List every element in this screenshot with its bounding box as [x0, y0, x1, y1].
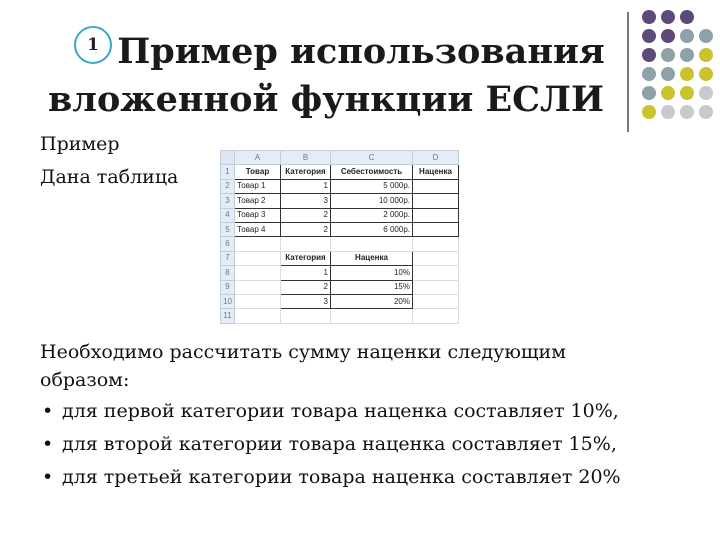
header-cell: Товар [235, 165, 281, 179]
empty-cell [235, 294, 281, 308]
empty-cell [413, 280, 459, 294]
rate-category-cell: 3 [281, 294, 331, 308]
rate-category-cell: 2 [281, 280, 331, 294]
title-line-2: вложенной функции ЕСЛИ [47, 79, 605, 120]
empty-cell [413, 237, 459, 251]
decorative-dots [638, 6, 718, 136]
product-name-cell: Товар 4 [235, 222, 281, 236]
dot [699, 105, 713, 119]
row-number: 8 [221, 266, 235, 280]
task-line-1: Необходимо рассчитать сумму наценки следующим [40, 341, 566, 363]
dot [680, 10, 694, 24]
markup-rules-list [40, 397, 700, 491]
column-header: A [235, 151, 281, 165]
row-number: 2 [221, 179, 235, 193]
dot [661, 86, 675, 100]
dot [642, 48, 656, 62]
list-item: • для третьей категории товара наценка составляет 20% [40, 463, 700, 491]
list-item: • для первой категории товара наценка составляет 10%, [40, 397, 700, 425]
rate-category-cell: 1 [281, 266, 331, 280]
rate-header-cell: Наценка [331, 251, 413, 265]
dot [642, 29, 656, 43]
empty-cell [413, 251, 459, 265]
dot [661, 10, 675, 24]
slide-number: 1 [87, 35, 99, 55]
slide-title [30, 28, 622, 124]
dot [680, 105, 694, 119]
category-cell: 2 [281, 208, 331, 222]
task-line-2: образом: [40, 369, 130, 391]
row-number: 1 [221, 165, 235, 179]
vertical-divider [627, 12, 629, 132]
dot [661, 48, 675, 62]
row-number: 3 [221, 194, 235, 208]
empty-cell [235, 280, 281, 294]
markup-cell [413, 194, 459, 208]
product-name-cell: Товар 2 [235, 194, 281, 208]
row-number: 9 [221, 280, 235, 294]
title-line-1: Пример использования [117, 31, 605, 72]
header-cell: Себестоимость [331, 165, 413, 179]
rate-markup-cell: 20% [331, 294, 413, 308]
empty-cell [281, 309, 331, 323]
example-label: Пример [40, 133, 120, 155]
empty-cell [281, 237, 331, 251]
empty-cell [331, 309, 413, 323]
cost-cell: 10 000р. [331, 194, 413, 208]
dot [642, 105, 656, 119]
dot [661, 67, 675, 81]
dot [699, 86, 713, 100]
empty-cell [331, 237, 413, 251]
empty-cell [413, 266, 459, 280]
markup-cell [413, 179, 459, 193]
task-description [40, 338, 700, 491]
empty-cell [235, 251, 281, 265]
rate-header-cell: Категория [281, 251, 331, 265]
product-name-cell: Товар 3 [235, 208, 281, 222]
markup-cell [413, 222, 459, 236]
dot [642, 10, 656, 24]
empty-cell [235, 266, 281, 280]
given-label: Дана таблица [40, 166, 179, 188]
row-number: 10 [221, 294, 235, 308]
row-number: 7 [221, 251, 235, 265]
product-name-cell: Товар 1 [235, 179, 281, 193]
dot [680, 67, 694, 81]
row-number: 6 [221, 237, 235, 251]
empty-cell [413, 294, 459, 308]
rate-markup-cell: 15% [331, 280, 413, 294]
dot [642, 86, 656, 100]
dot [699, 67, 713, 81]
row-number: 11 [221, 309, 235, 323]
empty-cell [235, 309, 281, 323]
list-item: • для второй категории товара наценка составляет 15%, [40, 430, 700, 458]
spreadsheet-image [220, 150, 478, 330]
empty-cell [413, 309, 459, 323]
header-cell: Категория [281, 165, 331, 179]
markup-cell [413, 208, 459, 222]
column-header: B [281, 151, 331, 165]
dot [680, 29, 694, 43]
column-header: C [331, 151, 413, 165]
empty-cell [235, 237, 281, 251]
dot [680, 86, 694, 100]
category-cell: 1 [281, 179, 331, 193]
cost-cell: 5 000р. [331, 179, 413, 193]
spreadsheet-table [220, 150, 459, 324]
rate-markup-cell: 10% [331, 266, 413, 280]
column-header: D [413, 151, 459, 165]
cost-cell: 6 000р. [331, 222, 413, 236]
row-number: 4 [221, 208, 235, 222]
header-cell: Наценка [413, 165, 459, 179]
row-number: 5 [221, 222, 235, 236]
dot [680, 48, 694, 62]
dot [661, 29, 675, 43]
category-cell: 2 [281, 222, 331, 236]
cost-cell: 2 000р. [331, 208, 413, 222]
dot [642, 67, 656, 81]
sheet-corner [221, 151, 235, 165]
category-cell: 3 [281, 194, 331, 208]
dot [661, 105, 675, 119]
dot [699, 29, 713, 43]
dot [699, 48, 713, 62]
